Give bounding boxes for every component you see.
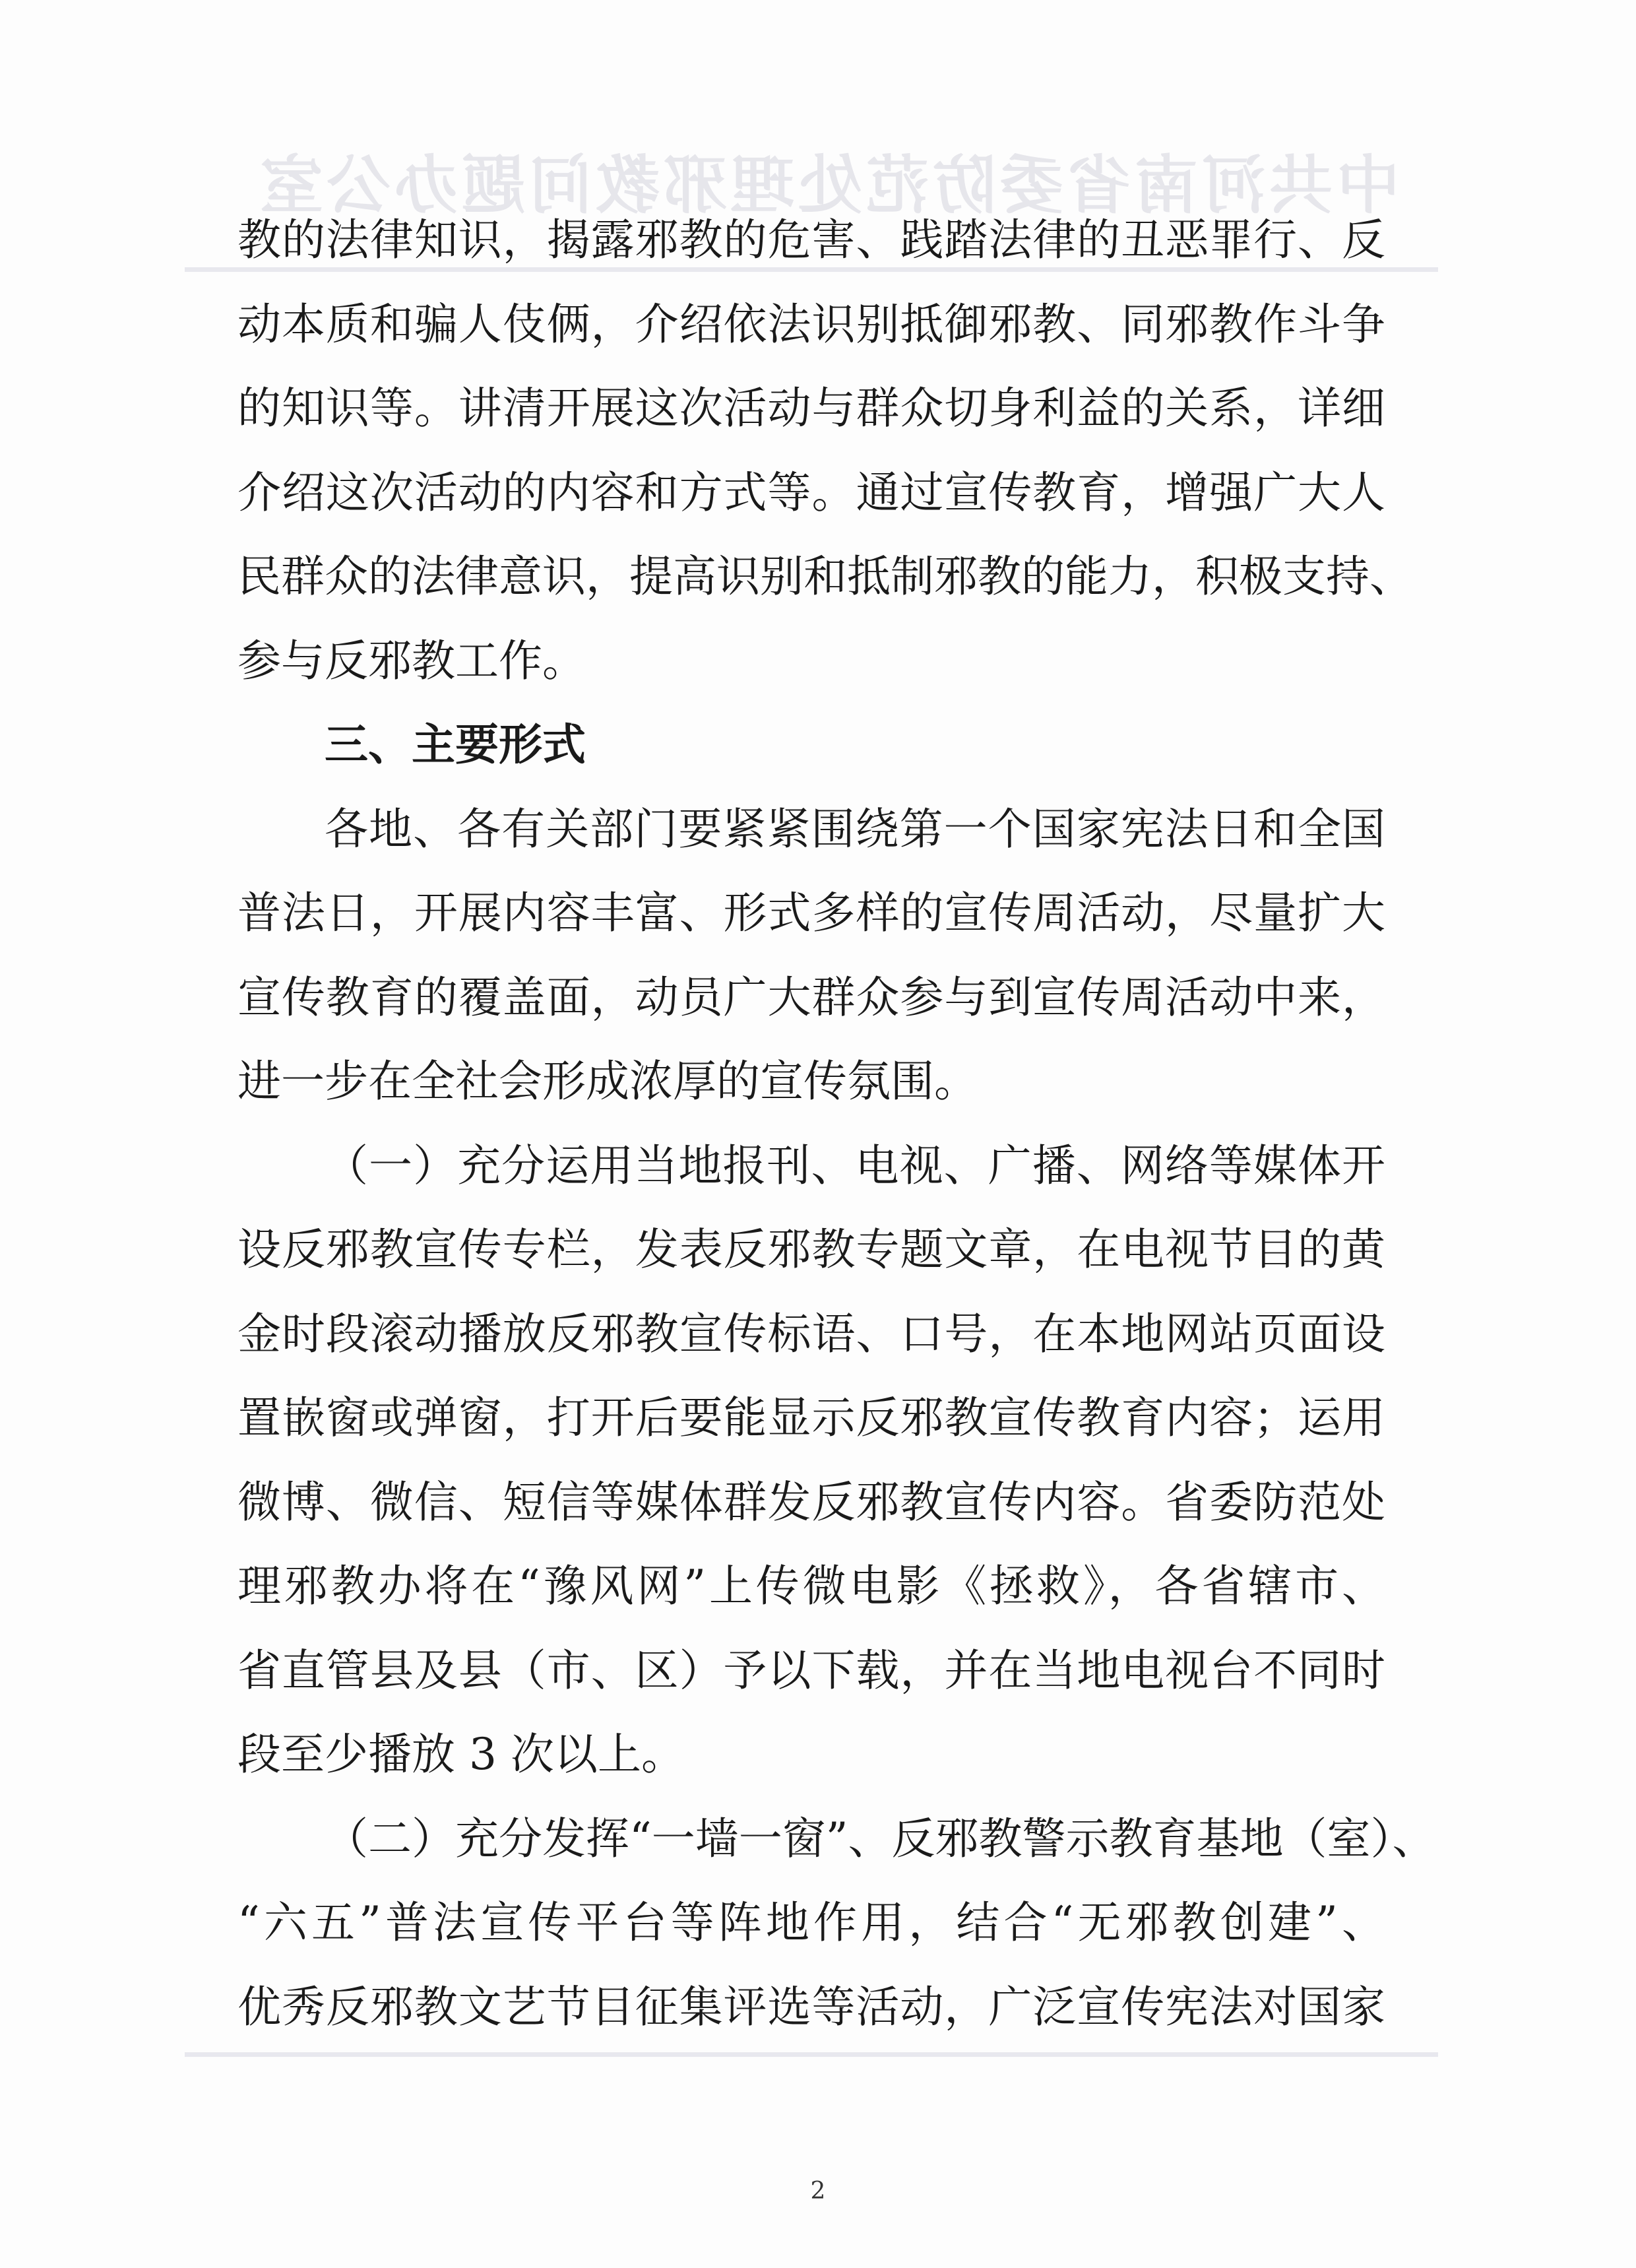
text-line: 介绍这次活动的内容和方式等。通过宣传教育，增强广大人	[237, 467, 1385, 518]
text-line: 民群众的法律意识，提高识别和抵制邪教的能力，积极支持、	[237, 551, 1413, 602]
text-line: 参与反邪教工作。	[237, 635, 586, 686]
text-line: 宣传教育的覆盖面，动员广大群众参与到宣传周活动中来，	[237, 971, 1385, 1023]
text-line: 金时段滚动播放反邪教宣传标语、口号，在本地网站页面设	[237, 1308, 1385, 1359]
document-body	[237, 198, 1436, 2049]
text-line: 理邪教办将在“豫风网”上传微电影《拯救》，各省辖市、	[237, 1561, 1385, 1611]
page-number: 2	[810, 2178, 826, 2205]
bleed-through-rule-bottom	[185, 2052, 1438, 2057]
text-line: “六五”普法宣传平台等阵地作用，结合“无邪教创建”、	[237, 1897, 1385, 1948]
text-line: 教的法律知识，揭露邪教的危害、践踏法律的丑恶罪行、反	[237, 214, 1385, 265]
text-line: 的知识等。讲清开展这次活动与群众切身利益的关系，详细	[237, 383, 1385, 434]
text-line: 设反邪教宣传专栏，发表反邪教专题文章，在电视节目的黄	[237, 1224, 1385, 1275]
text-line: 普法日，开展内容丰富、形式多样的宣传周活动，尽量扩大	[237, 888, 1385, 938]
text-line: 省直管县及县（市、区）予以下载，并在当地电视台不同时	[237, 1644, 1385, 1696]
text-line: 进一步在全社会形成浓厚的宣传氛围。	[237, 1056, 978, 1107]
text-line: 段至少播放 3 次以上。	[237, 1729, 685, 1780]
text-line: （一）充分运用当地报刊、电视、广播、网络等媒体开	[325, 1140, 1385, 1191]
text-line: 动本质和骗人伎俩，介绍依法识别抵御邪教、同邪教作斗争	[237, 298, 1385, 350]
text-line: 各地、各有关部门要紧紧围绕第一个国家宪法日和全国	[325, 803, 1385, 855]
text-line: 置嵌窗或弹窗，打开后要能显示反邪教宣传教育内容；运用	[237, 1392, 1385, 1443]
section-heading: 三、主要形式	[325, 719, 586, 770]
text-line: 优秀反邪教文艺节目征集评选等活动，广泛宣传宪法对国家	[237, 1981, 1385, 2032]
text-line: （二）充分发挥“一墙一窗”、反邪教警示教育基地（室）、	[325, 1813, 1436, 1864]
text-line: 微博、微信、短信等媒体群发反邪教宣传内容。省委防范处	[237, 1476, 1385, 1528]
bleed-through-letterhead: 中共河南省委防范处理邪教问题办公室	[256, 148, 1400, 222]
